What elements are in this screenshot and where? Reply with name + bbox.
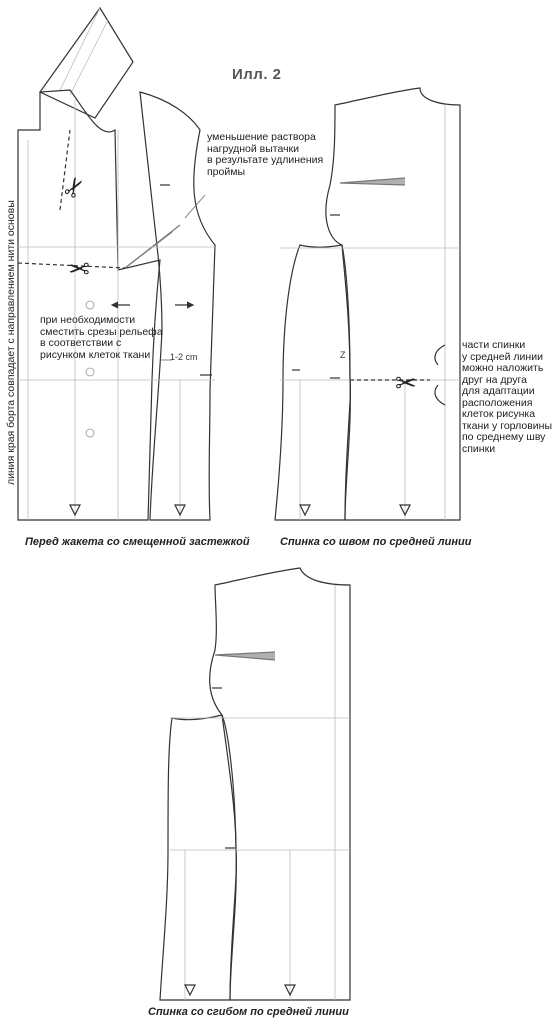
back-seam-side [275, 245, 350, 520]
figure-title: Илл. 2 [232, 66, 282, 83]
scissors-icon: ✂ [68, 253, 90, 283]
back-seam-center [326, 88, 460, 520]
front-outline [18, 90, 160, 520]
caption-back-fold: Спинка со сгибом по средней линии [148, 1006, 349, 1018]
vertical-note: линия края борта совпадает с направлением нити основы [5, 200, 17, 485]
caption-front: Перед жакета со смещенной застежкой [25, 536, 250, 548]
back-fold-side [160, 715, 236, 1000]
scissors-icon: ✂ [395, 368, 417, 398]
measure-label: 1-2 cm [170, 352, 198, 362]
annotation-shift-seams: при необходимости сместить срезы рельефа в соответствии с рисунком клеток ткани [40, 314, 163, 361]
front-piece [18, 8, 215, 520]
caption-back-seam: Спинка со швом по средней линии [280, 536, 472, 548]
annotation-overlap-back: части спинки у средней линии можно наложить друг на друга для адаптации расположения клеток рисунка ткани у горловины по среднему шву спинки [462, 339, 553, 455]
back-fold-piece [160, 568, 350, 1000]
annotation-dart-reduction: уменьшение раствора нагрудной вытачки в результате удлинения проймы [207, 131, 324, 178]
scissors-icon: ✂ [56, 170, 93, 205]
front-side-panel [140, 92, 215, 520]
z-mark: Z [340, 350, 346, 360]
